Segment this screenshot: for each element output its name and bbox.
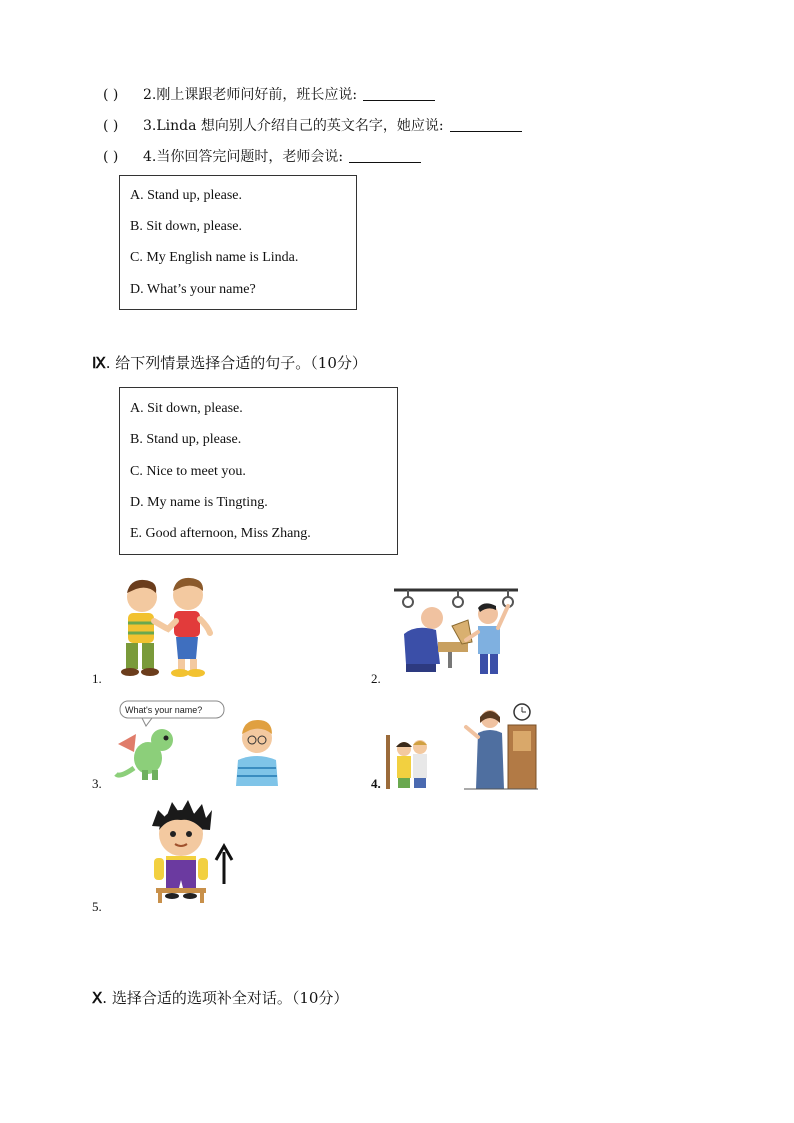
option-b: B. Sit down, please. [130,219,242,234]
section-roman: Ⅸ [92,356,106,372]
answer-blank[interactable] [349,148,421,163]
question-3 [103,115,522,135]
option-c: C. Nice to meet you. [130,464,246,479]
question-4 [103,146,421,166]
handshake-picture [110,575,220,680]
question-2 [103,84,435,104]
option-e: E. Good afternoon, Miss Zhang. [130,526,311,541]
answer-paren[interactable]: ( ) [103,87,119,103]
dragon-boy-picture [112,698,287,790]
answer-blank[interactable] [450,117,522,132]
picture-1-label: 1. [92,671,102,686]
option-a: A. Stand up, please. [130,188,242,203]
option-d: D. What’s your name? [130,282,256,297]
answer-paren[interactable]: ( ) [103,118,119,134]
section-title: . 给下列情景选择合适的句子。（10分） [105,354,367,372]
boy-stand-up-picture [148,800,238,906]
picture-2-label: 2. [371,671,381,686]
options-box-1 [119,175,357,310]
answer-paren[interactable]: ( ) [103,149,119,165]
option-c: C. My English name is Linda. [130,250,299,265]
classroom-door-picture [386,703,538,789]
section-roman: Ⅹ [92,991,103,1007]
section-title: . 选择合适的选项补全对话。（10分） [102,989,349,1007]
option-b: B. Stand up, please. [130,432,242,447]
options-box-2 [119,387,398,555]
section-10-heading [92,987,348,1008]
section-9-heading [92,352,367,373]
speech-bubble-text: What's your name? [125,705,203,715]
option-d: D. My name is Tingting. [130,495,268,510]
question-text: 4.当你回答完问题时，老师会说: [143,149,344,165]
question-text: 2.刚上课跟老师问好前，班长应说: [143,87,358,103]
bus-seat-picture [392,586,520,678]
option-a: A. Sit down, please. [130,401,243,416]
question-text: 3.Linda 想向别人介绍自己的英文名字，她应说: [143,118,444,134]
answer-blank[interactable] [363,86,435,101]
picture-3-label: 3. [92,776,102,791]
picture-4-label: 4. [371,776,381,791]
picture-5-label: 5. [92,899,102,914]
